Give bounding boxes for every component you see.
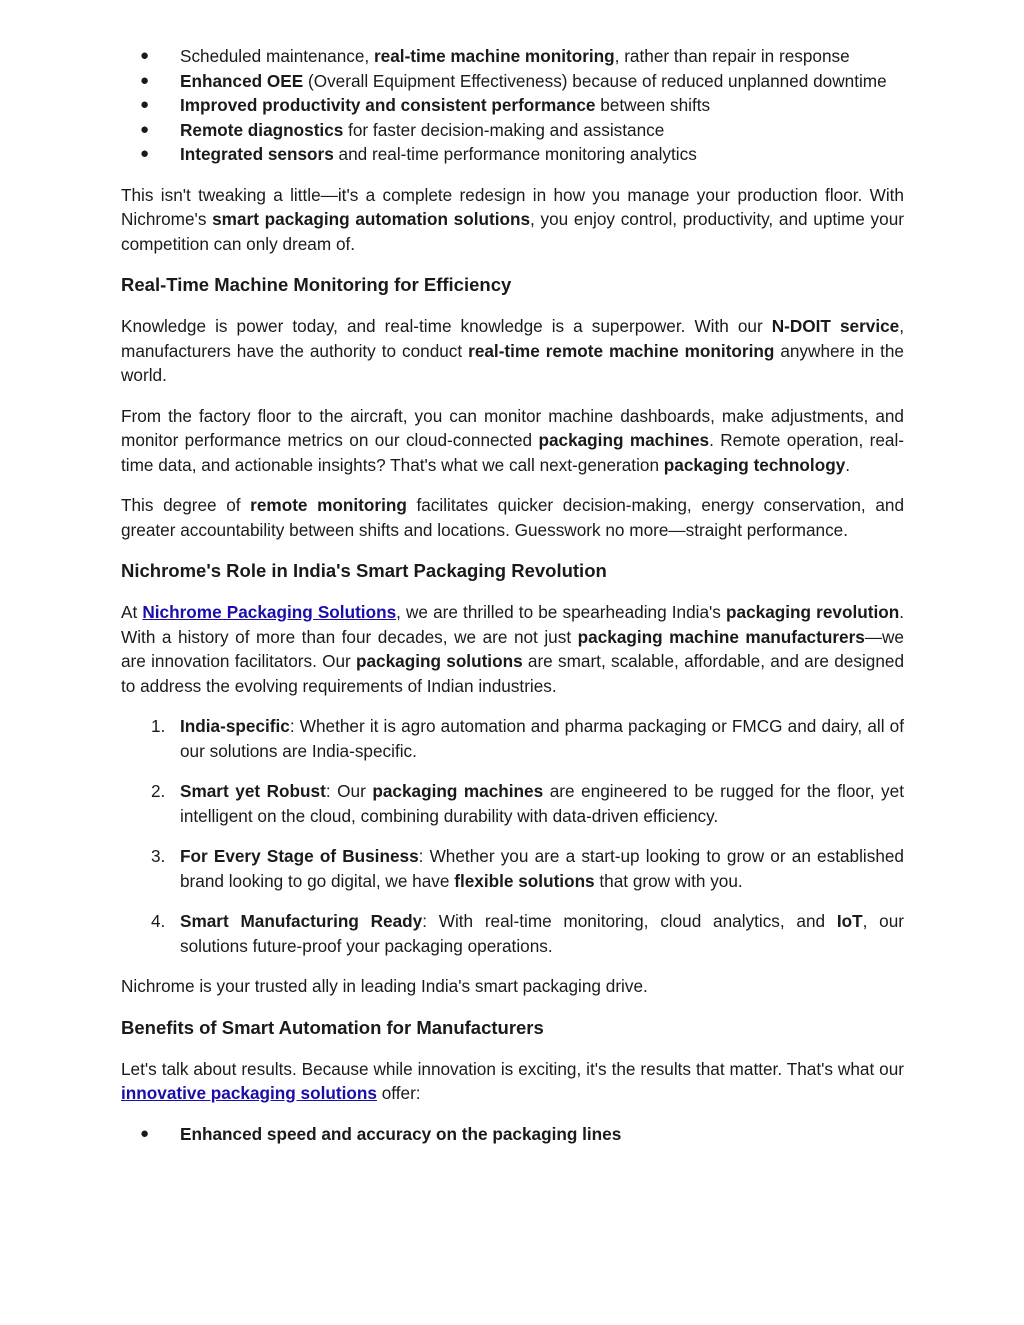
- list-item: ● Integrated sensors and real-time performance monitoring analytics: [121, 142, 904, 167]
- benefits-list-top: [121, 44, 904, 167]
- paragraph-trusted-ally: Nichrome is your trusted ally in leading India's smart packaging drive.: [121, 976, 648, 996]
- bullet-icon: ●: [140, 120, 150, 138]
- list-item: 4. Smart Manufacturing Ready: With real-time monitoring, cloud analytics, and IoT, our solutions future-proof your packaging operations.: [151, 911, 904, 956]
- paragraph-remote-monitoring: This degree of remote monitoring facilitates quicker decision-making, energy conservation, and greater accountability between shifts and locations. Guesswork no more—straight performance.: [121, 495, 905, 540]
- list-item: 3. For Every Stage of Business: Whether you are a start-up looking to grow or an established brand looking to go digital, we have flexible solutions that grow with you.: [151, 846, 904, 891]
- list-item: 1. India-specific: Whether it is agro automation and pharma packaging or FMCG and dairy, all of our solutions are India-specific.: [151, 716, 904, 761]
- bullet-icon: ●: [140, 47, 150, 64]
- list-item: ● Improved productivity and consistent performance between shifts: [121, 93, 904, 118]
- bullet-icon: ●: [140, 71, 150, 89]
- heading-benefits: Benefits of Smart Automation for Manufacturers: [121, 1016, 544, 1038]
- list-item: ● Enhanced speed and accuracy on the packaging lines: [121, 1122, 904, 1147]
- nichrome-link[interactable]: Nichrome Packaging Solutions: [142, 602, 397, 622]
- paragraph-knowledge: Knowledge is power today, and real-time knowledge is a superpower. With our N-DOIT service, manufacturers have the authority to conduct real-time remote machine monitoring anywhere in the world.: [121, 316, 904, 385]
- bullet-icon: ●: [140, 1124, 150, 1142]
- list-item: ● Scheduled maintenance, real-time machine monitoring, rather than repair in response: [121, 44, 904, 69]
- heading-monitoring: Real-Time Machine Monitoring for Efficiency: [121, 274, 512, 295]
- ordered-list: [121, 714, 904, 958]
- heading-role: Nichrome's Role in India's Smart Packaging Revolution: [121, 560, 607, 581]
- innovative-solutions-link[interactable]: innovative packaging solutions: [121, 1083, 377, 1103]
- list-item: 2. Smart yet Robust: Our packaging machines are engineered to be rugged for the floor, yet intelligent on the cloud, combining durability with data-driven efficiency.: [151, 781, 904, 826]
- paragraph-redesign: This isn't tweaking a little—it's a complete redesign in how you manage your production floor. With Nichrome's smart packaging automation solutions, you enjoy control, productivity, and uptime your competition can only dream of.: [121, 184, 904, 254]
- document-page: [121, 44, 904, 1146]
- list-item: ● Enhanced OEE (Overall Equipment Effectiveness) because of reduced unplanned downtime: [121, 69, 904, 94]
- benefits-list-bottom: [121, 1122, 904, 1147]
- bullet-icon: ●: [140, 96, 150, 113]
- paragraph-results: Let's talk about results. Because while innovation is exciting, it's the results that matter. That's what our innovative packaging solutions offer:: [121, 1058, 904, 1103]
- bullet-icon: ●: [140, 145, 150, 162]
- paragraph-factory-floor: From the factory floor to the aircraft, you can monitor machine dashboards, make adjustments, and monitor performance metrics on our cloud-connected packaging machines. Remote operation, real-time data, and actionable insights? That's what we call next-generation packaging technology.: [121, 405, 904, 475]
- paragraph-nichrome: At Nichrome Packaging Solutions, we are thrilled to be spearheading India's packaging revolution. With a history of more than four decades, we are not just packaging machine manufacturers—we are innovation facilitators. Our packaging solutions are smart, scalable, affordable, and are designed to address the evolving requirements of Indian industries.: [121, 602, 905, 696]
- list-item: ● Remote diagnostics for faster decision-making and assistance: [121, 118, 904, 143]
